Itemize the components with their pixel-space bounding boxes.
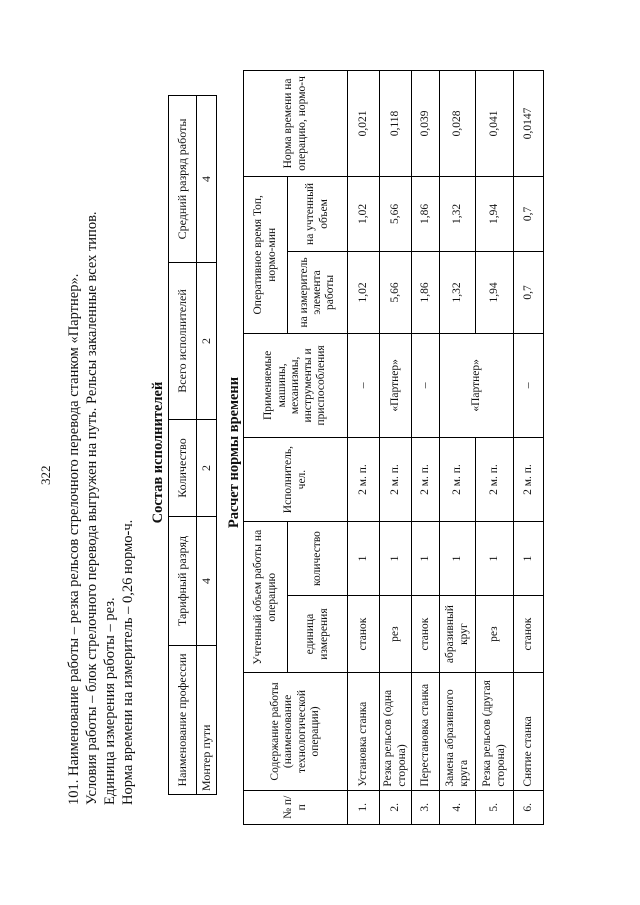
row-num: 1. xyxy=(348,790,380,824)
staff-header-grade: Тарифный разряд xyxy=(169,517,197,646)
row-time-per-volume: 1,32 xyxy=(440,176,476,251)
row-norm: 0,028 xyxy=(440,71,476,177)
row-tool: – xyxy=(514,333,544,437)
staff-cell-total: 2 xyxy=(197,263,217,420)
row-time-per-meter: 1,32 xyxy=(440,252,476,334)
row-unit: рез xyxy=(476,595,514,672)
row-norm: 0,118 xyxy=(380,71,412,177)
row-norm: 0,021 xyxy=(348,71,380,177)
row-unit: абразивный круг xyxy=(440,595,476,672)
work-name-line: 101. Наименование работы – резка рельсов стрелочного перевода станком «Партнер». xyxy=(66,273,82,805)
row-tool-merged: «Партнер» xyxy=(440,333,514,437)
staff-header-avg-grade: Средний разряд работы xyxy=(169,96,197,263)
norm-header-machines: Применяемые машины, механизмы, инструменты и приспособления xyxy=(244,333,348,437)
row-time-per-volume: 0,7 xyxy=(514,176,544,251)
norm-table xyxy=(243,70,544,825)
row-executor: 2 м. п. xyxy=(348,437,380,521)
row-content: Снятие станка xyxy=(514,673,544,790)
row-qty: 1 xyxy=(476,522,514,596)
row-time-per-volume: 5,66 xyxy=(380,176,412,251)
unit-line: Единица измерения работы – рез. xyxy=(102,597,118,805)
norm-header-num: № п/п xyxy=(244,790,348,824)
row-time-per-volume: 1,94 xyxy=(476,176,514,251)
row-content: Резка рельсов (одна сторона) xyxy=(380,673,412,790)
row-content: Перестановка станка xyxy=(412,673,440,790)
norm-header-volume: Учтенный объем работы на операцию xyxy=(244,522,288,673)
staff-header-total: Всего исполнителей xyxy=(169,263,197,420)
table-row xyxy=(514,71,544,825)
norm-header-content: Содержание работы (наименование технологической операции) xyxy=(244,673,348,790)
row-time-per-meter: 1,94 xyxy=(476,252,514,334)
row-content: Замена абразивного круга xyxy=(440,673,476,790)
norm-header-per-meter: на измеритель элемента работы xyxy=(288,252,348,334)
page-number: 322 xyxy=(38,465,53,485)
row-time-per-meter: 0,7 xyxy=(514,252,544,334)
row-qty: 1 xyxy=(412,522,440,596)
row-time-per-volume: 1,86 xyxy=(412,176,440,251)
norm-header-optime: Оперативное время Топ, нормо-мин xyxy=(244,176,288,333)
table-row xyxy=(380,71,412,825)
row-norm: 0,039 xyxy=(412,71,440,177)
work-conditions-line: Условия работы – блок стрелочного перевода выгружен на путь. Рельсы закаленные всех типов. xyxy=(84,211,100,805)
norm-header-per-volume: на учтенный объем xyxy=(288,176,348,251)
row-time-per-meter: 1,02 xyxy=(348,252,380,334)
row-executor: 2 м. п. xyxy=(476,437,514,521)
staff-title: Состав исполнителей xyxy=(150,381,166,524)
row-time-per-volume: 1,02 xyxy=(348,176,380,251)
staff-cell-count: 2 xyxy=(197,420,217,517)
row-norm: 0,0147 xyxy=(514,71,544,177)
row-norm: 0,041 xyxy=(476,71,514,177)
staff-cell-avg-grade: 4 xyxy=(197,96,217,263)
norm-header-executor: Исполнитель, чел. xyxy=(244,437,348,521)
row-unit: станок xyxy=(348,595,380,672)
row-num: 6. xyxy=(514,790,544,824)
row-time-per-meter: 1,86 xyxy=(412,252,440,334)
row-executor: 2 м. п. xyxy=(514,437,544,521)
row-qty: 1 xyxy=(348,522,380,596)
row-qty: 1 xyxy=(514,522,544,596)
row-qty: 1 xyxy=(380,522,412,596)
row-tool: – xyxy=(412,333,440,437)
row-tool: «Партнер» xyxy=(380,333,412,437)
row-time-per-meter: 5,66 xyxy=(380,252,412,334)
row-num: 4. xyxy=(440,790,476,824)
row-num: 3. xyxy=(412,790,440,824)
row-num: 2. xyxy=(380,790,412,824)
staff-cell-profession: Монтер пути xyxy=(197,646,217,795)
row-num: 5. xyxy=(476,790,514,824)
table-row xyxy=(440,71,476,825)
table-row xyxy=(412,71,440,825)
norm-line: Норма времени на измеритель – 0,26 нормо-ч. xyxy=(120,519,136,805)
table-row xyxy=(348,71,380,825)
row-content: Установка станка xyxy=(348,673,380,790)
staff-header-profession: Наименование профессии xyxy=(169,646,197,795)
row-tool: – xyxy=(348,333,380,437)
norm-header-norm: Норма времени на операцию, нормо-ч xyxy=(244,71,348,177)
row-executor: 2 м. п. xyxy=(412,437,440,521)
row-unit: рез xyxy=(380,595,412,672)
row-content: Резка рельсов (другая сторона) xyxy=(476,673,514,790)
norm-header-qty: количество xyxy=(288,522,348,596)
row-qty: 1 xyxy=(440,522,476,596)
norm-title: Расчет нормы времени xyxy=(226,376,242,529)
row-unit: станок xyxy=(412,595,440,672)
row-unit: станок xyxy=(514,595,544,672)
staff-table xyxy=(168,95,217,795)
row-executor: 2 м. п. xyxy=(380,437,412,521)
norm-header-unit: единица измерения xyxy=(288,595,348,672)
staff-cell-grade: 4 xyxy=(197,517,217,646)
table-row xyxy=(476,71,514,825)
row-executor: 2 м. п. xyxy=(440,437,476,521)
staff-header-count: Количество xyxy=(169,420,197,517)
